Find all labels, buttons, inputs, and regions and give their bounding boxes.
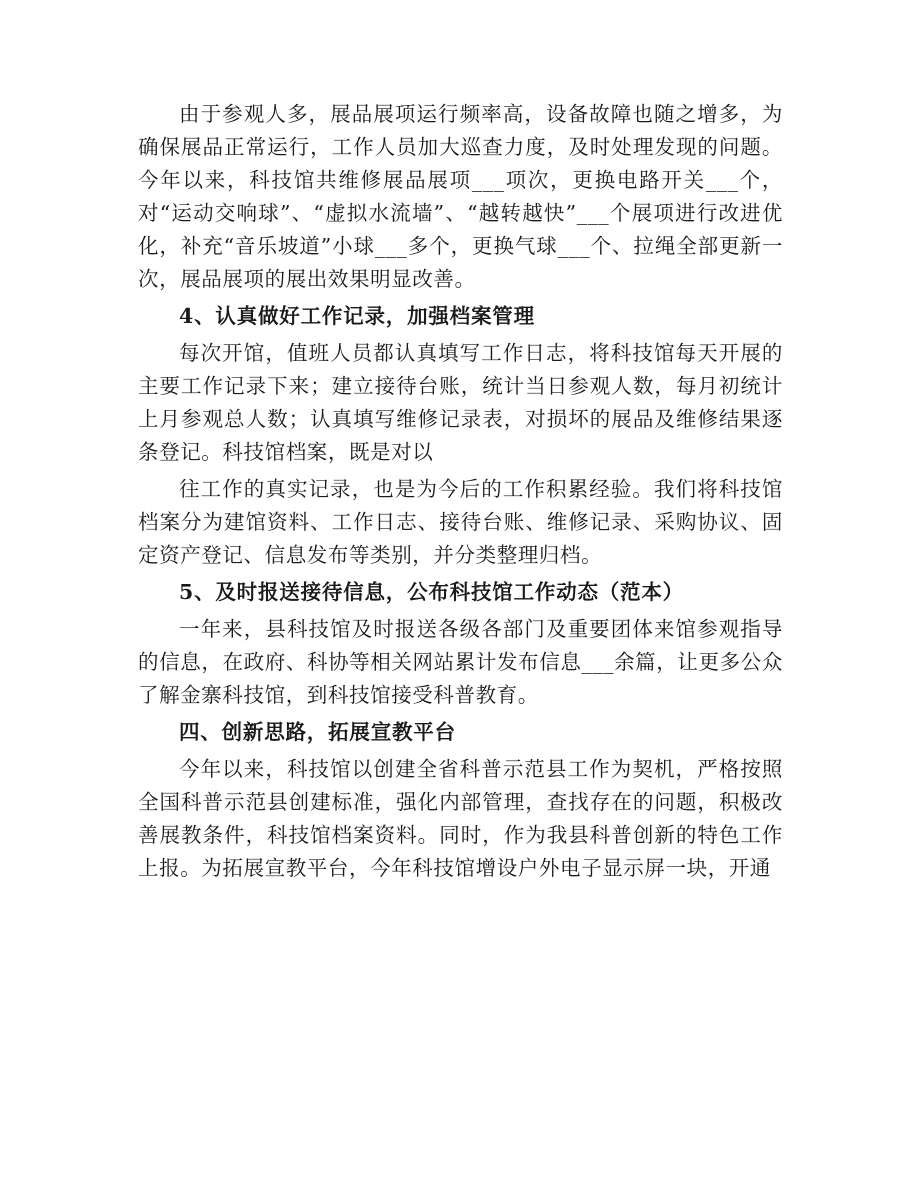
paragraph-daily-log: 每次开馆，值班人员都认真填写工作日志，将科技馆每天开展的主要工作记录下来；建立接待台账，统计当日参观人数，每月初统计上月参观总人数；认真填写维修记录表，对损坏的展品及维修结果逐条登记。科技馆档案，既是对以 [138,341,783,464]
heading-work-records: 4、认真做好工作记录，加强档案管理 [179,304,535,328]
document-page [138,98,783,885]
heading-reception-info: 5、及时报送接待信息，公布科技馆工作动态（范本） [179,580,684,604]
paragraph-platform: 今年以来，科技馆以创建全省科普示范县工作为契机，严格按照全国科普示范县创建标准，强化内部管理，查找存在的问题，积极改善展教条件，科技馆档案资料。同时，作为我县科普创新的特色工作上报。为拓展宣教平台，今年科技馆增设户外电子显示屏一块，开通 [138,757,783,880]
heading-innovation: 四、创新思路，拓展宣教平台 [179,720,456,744]
paragraph-maintenance: 由于参观人多，展品展项运行频率高，设备故障也随之增多，为确保展品正常运行，工作人员加大巡查力度，及时处理发现的问题。今年以来，科技馆共维修展品展项___项次，更换电路开关___个，对“运动交响球”、“虚拟水流墙”、“越转越快”___个展项进行改进优化，补充“音乐坡道”小球___多个，更换气球___个、拉绳全部更新一次，展品展项的展出效果明显改善。 [138,102,783,291]
paragraph-archive-categories: 往工作的真实记录，也是为今后的工作积累经验。我们将科技馆档案分为建馆资料、工作日志、接待台账、维修记录、采购协议、固定资产登记、信息发布等类别，并分类整理归档。 [138,477,783,567]
paragraph-info-release: 一年来，县科技馆及时报送各级各部门及重要团体来馆参观指导的信息，在政府、科协等相关网站累计发布信息___余篇，让更多公众了解金寨科技馆，到科技馆接受科普教育。 [138,617,783,707]
